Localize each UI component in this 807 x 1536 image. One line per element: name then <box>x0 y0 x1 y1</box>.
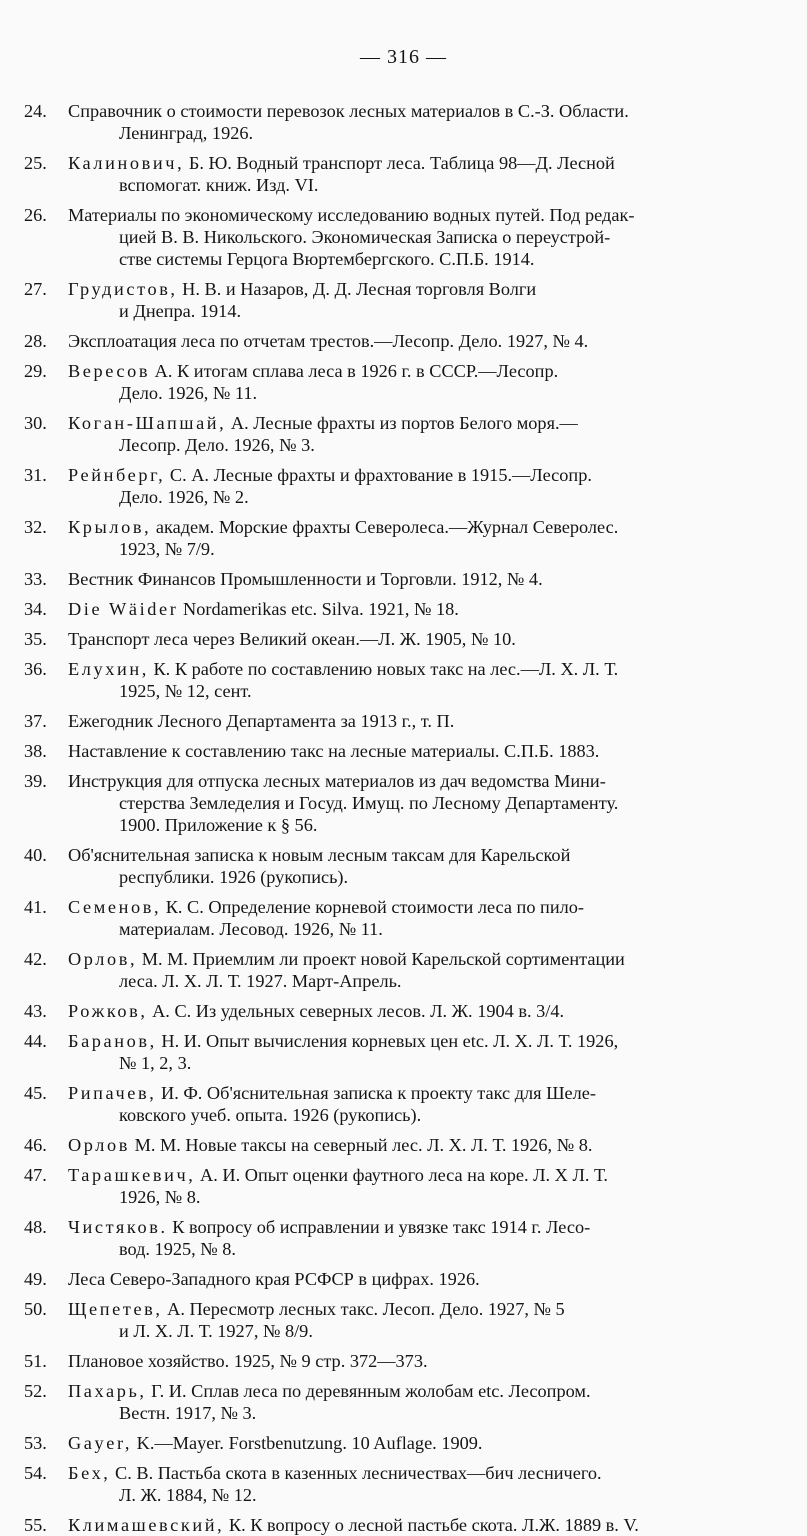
reference-author: Пахарь, <box>68 1381 147 1401</box>
reference-item <box>24 1432 766 1454</box>
reference-item <box>24 598 766 620</box>
reference-number: 34. <box>24 599 47 619</box>
reference-item <box>24 568 766 590</box>
reference-first-line <box>68 1380 766 1402</box>
reference-item <box>24 464 766 508</box>
reference-text: Инструкция для отпуска лесных материалов из дач ведомства Мини- <box>68 771 606 791</box>
reference-first-line <box>68 568 766 590</box>
reference-item <box>24 896 766 940</box>
reference-first-line <box>68 360 766 382</box>
reference-text: Б. Ю. Водный транспорт леса. Таблица 98—Д. Лесной <box>184 153 615 173</box>
reference-text: К. К работе по составлению новых такс на лес.—Л. Х. Л. Т. <box>148 659 619 679</box>
reference-continuation-line: цией В. В. Никольского. Экономическая Записка о переустрой- <box>119 227 611 247</box>
reference-item <box>24 1134 766 1156</box>
reference-item <box>24 658 766 702</box>
reference-text: И. Ф. Об'яснительная записка к проекту такс для Шеле- <box>156 1083 596 1103</box>
reference-text: Вестник Финансов Промышленности и Торговли. 1912, № 4. <box>68 569 543 589</box>
reference-number: 44. <box>24 1031 47 1051</box>
reference-text: Эксплоатация леса по отчетам трестов.—Лесопр. Дело. 1927, № 4. <box>68 331 589 351</box>
reference-text: Справочник о стоимости перевозок лесных материалов в С.-З. Области. <box>68 101 629 121</box>
reference-text: С. А. Лесные фрахты и фрахтование в 1915.—Лесопр. <box>165 465 592 485</box>
reference-text: Транспорт леса через Великий океан.—Л. Ж. 1905, № 10. <box>68 629 516 649</box>
reference-text: Материалы по экономическому исследованию водных путей. Под редак- <box>68 205 635 225</box>
reference-continuation-line: 1923, № 7/9. <box>119 539 215 559</box>
reference-first-line <box>68 330 766 352</box>
reference-number: 25. <box>24 153 47 173</box>
reference-text: Г. И. Сплав леса по деревянным жолобам etc. Лесопром. <box>146 1381 591 1401</box>
reference-list <box>24 100 766 1536</box>
reference-author: Орлов, <box>68 949 138 969</box>
reference-author: Die Wäider <box>68 599 179 619</box>
reference-item <box>24 1514 766 1536</box>
reference-author: Вересов <box>68 361 151 381</box>
reference-continuation-line: 1926, № 8. <box>119 1187 201 1207</box>
reference-number: 38. <box>24 741 47 761</box>
reference-author: Калинович, <box>68 153 185 173</box>
reference-first-line <box>68 1000 766 1022</box>
reference-text: Ежегодник Лесного Департамента за 1913 г., т. П. <box>68 711 455 731</box>
reference-continuation-line: 1925, № 12, сент. <box>119 681 252 701</box>
reference-continuation-line: Дело. 1926, № 11. <box>119 383 258 403</box>
reference-number: 45. <box>24 1083 47 1103</box>
reference-number: 46. <box>24 1135 47 1155</box>
reference-continuation-line: Л. Ж. 1884, № 12. <box>119 1485 257 1505</box>
reference-number: 54. <box>24 1463 47 1483</box>
reference-number: 41. <box>24 897 47 917</box>
reference-item <box>24 628 766 650</box>
reference-item <box>24 740 766 762</box>
reference-first-line <box>68 1298 766 1320</box>
reference-text: K.—Mayer. Forstbenutzung. 10 Auflage. 1909. <box>132 1433 483 1453</box>
reference-author: Елухин, <box>68 659 149 679</box>
reference-author: Щепетев, <box>68 1299 163 1319</box>
reference-item <box>24 412 766 456</box>
reference-text: Леса Северо-Западного края РСФСР в цифрах. 1926. <box>68 1269 480 1289</box>
reference-item <box>24 1268 766 1290</box>
reference-first-line <box>68 896 766 918</box>
reference-text: А. Лесные фрахты из портов Белого моря.— <box>226 413 578 433</box>
reference-number: 26. <box>24 205 47 225</box>
reference-first-line <box>68 1082 766 1104</box>
reference-continuation-line: 1900. Приложение к § 56. <box>119 815 318 835</box>
reference-continuation-line: стерства Земледелия и Госуд. Имущ. по Лесному Департаменту. <box>119 793 619 813</box>
reference-text: С. В. Пастьба скота в казенных лесничествах—бич лесничего. <box>110 1463 602 1483</box>
reference-first-line <box>68 1350 766 1372</box>
reference-number: 51. <box>24 1351 47 1371</box>
reference-item <box>24 516 766 560</box>
reference-author: Крылов, <box>68 517 152 537</box>
reference-first-line <box>68 1432 766 1454</box>
reference-author: Климашевский, <box>68 1515 225 1535</box>
page-number: — 316 — <box>360 46 447 68</box>
reference-item <box>24 1298 766 1342</box>
reference-continuation-line: Ленинград, 1926. <box>119 123 254 143</box>
reference-text: М. М. Приемлим ли проект новой Карельской сортиментации <box>137 949 625 969</box>
reference-item <box>24 1462 766 1506</box>
reference-text: академ. Морские фрахты Северолеса.—Журнал Северолес. <box>151 517 619 537</box>
reference-text: Об'яснительная записка к новым лесным таксам для Карельской <box>68 845 571 865</box>
reference-first-line <box>68 152 766 174</box>
reference-item <box>24 844 766 888</box>
reference-number: 43. <box>24 1001 47 1021</box>
reference-first-line <box>68 1268 766 1290</box>
reference-number: 49. <box>24 1269 47 1289</box>
reference-text: А. Пересмотр лесных такс. Лесоп. Дело. 1927, № 5 <box>162 1299 565 1319</box>
reference-first-line <box>68 770 766 792</box>
reference-item <box>24 330 766 352</box>
reference-number: 32. <box>24 517 47 537</box>
reference-first-line <box>68 948 766 970</box>
reference-continuation-line: № 1, 2, 3. <box>119 1053 192 1073</box>
reference-continuation-line: материалам. Лесовод. 1926, № 11. <box>119 919 383 939</box>
reference-continuation-line: вод. 1925, № 8. <box>119 1239 236 1259</box>
reference-number: 37. <box>24 711 47 731</box>
reference-number: 28. <box>24 331 47 351</box>
reference-first-line <box>68 516 766 538</box>
reference-number: 27. <box>24 279 47 299</box>
reference-author: Семенов, <box>68 897 162 917</box>
reference-number: 31. <box>24 465 47 485</box>
reference-first-line <box>68 598 766 620</box>
reference-text: А. К итогам сплава леса в 1926 г. в СССР.—Лесопр. <box>150 361 559 381</box>
reference-text: Н. И. Опыт вычисления корневых цен etc. Л. Х. Л. Т. 1926, <box>156 1031 619 1051</box>
reference-number: 35. <box>24 629 47 649</box>
reference-first-line <box>68 464 766 486</box>
reference-text: Н. В. и Назаров, Д. Д. Лесная торговля Волги <box>177 279 537 299</box>
reference-item <box>24 710 766 732</box>
reference-author: Рейнберг, <box>68 465 166 485</box>
reference-number: 36. <box>24 659 47 679</box>
reference-item <box>24 770 766 836</box>
reference-item <box>24 278 766 322</box>
reference-continuation-line: ковского учеб. опыта. 1926 (рукопись). <box>119 1105 422 1125</box>
reference-number: 40. <box>24 845 47 865</box>
reference-item <box>24 152 766 196</box>
reference-continuation-line: Лесопр. Дело. 1926, № 3. <box>119 435 315 455</box>
reference-number: 42. <box>24 949 47 969</box>
reference-text: Плановое хозяйство. 1925, № 9 стр. 372—373. <box>68 1351 428 1371</box>
reference-text: А. С. Из удельных северных лесов. Л. Ж. 1904 в. 3/4. <box>147 1001 565 1021</box>
reference-first-line <box>68 1030 766 1052</box>
reference-continuation-line: республики. 1926 (рукопись). <box>119 867 349 887</box>
reference-number: 47. <box>24 1165 47 1185</box>
reference-number: 48. <box>24 1217 47 1237</box>
reference-first-line <box>68 1514 766 1536</box>
reference-continuation-line: стве системы Герцога Вюртембергского. С.П.Б. 1914. <box>119 249 535 269</box>
reference-item <box>24 1030 766 1074</box>
reference-first-line <box>68 710 766 732</box>
reference-first-line <box>68 658 766 680</box>
reference-first-line <box>68 1134 766 1156</box>
reference-author: Тарашкевич, <box>68 1165 196 1185</box>
reference-item <box>24 948 766 992</box>
reference-item <box>24 1380 766 1424</box>
reference-continuation-line: Вестн. 1917, № 3. <box>119 1403 257 1423</box>
reference-number: 39. <box>24 771 47 791</box>
reference-number: 29. <box>24 361 47 381</box>
reference-text: К. К вопросу о лесной пастьбе скота. Л.Ж. 1889 в. V. <box>224 1515 639 1535</box>
reference-item <box>24 204 766 270</box>
reference-continuation-line: Дело. 1926, № 2. <box>119 487 249 507</box>
reference-text: Наставление к составлению такс на лесные материалы. С.П.Б. 1883. <box>68 741 600 761</box>
reference-item <box>24 1082 766 1126</box>
reference-first-line <box>68 628 766 650</box>
reference-item <box>24 100 766 144</box>
reference-item <box>24 1000 766 1022</box>
reference-text: К вопросу об исправлении и увязке такс 1914 г. Лесо- <box>167 1217 591 1237</box>
reference-author: Чистяков. <box>68 1217 168 1237</box>
reference-author: Орлов <box>68 1135 130 1155</box>
reference-author: Грудистов, <box>68 279 178 299</box>
reference-text: Nordamerikas etc. Silva. 1921, № 18. <box>178 599 459 619</box>
reference-first-line <box>68 1164 766 1186</box>
reference-number: 55. <box>24 1515 47 1535</box>
reference-continuation-line: леса. Л. Х. Л. Т. 1927. Март-Апрель. <box>119 971 402 991</box>
reference-continuation-line: и Днепра. 1914. <box>119 301 242 321</box>
reference-number: 53. <box>24 1433 47 1453</box>
reference-first-line <box>68 1462 766 1484</box>
reference-continuation-line: вспомогат. книж. Изд. VI. <box>119 175 319 195</box>
reference-author: Коган-Шапшай, <box>68 413 227 433</box>
reference-first-line <box>68 844 766 866</box>
reference-first-line <box>68 100 766 122</box>
reference-continuation-line: и Л. Х. Л. Т. 1927, № 8/9. <box>119 1321 313 1341</box>
reference-item <box>24 1216 766 1260</box>
reference-number: 24. <box>24 101 47 121</box>
reference-text: М. М. Новые таксы на северный лес. Л. Х. Л. Т. 1926, № 8. <box>130 1135 593 1155</box>
reference-text: А. И. Опыт оценки фаутного леса на коре. Л. Х Л. Т. <box>195 1165 608 1185</box>
reference-author: Баранов, <box>68 1031 157 1051</box>
reference-first-line <box>68 278 766 300</box>
reference-number: 33. <box>24 569 47 589</box>
reference-author: Бех, <box>68 1463 111 1483</box>
reference-item <box>24 360 766 404</box>
reference-number: 52. <box>24 1381 47 1401</box>
reference-first-line <box>68 204 766 226</box>
reference-item <box>24 1350 766 1372</box>
reference-text: К. С. Определение корневой стоимости леса по пило- <box>161 897 584 917</box>
reference-first-line <box>68 1216 766 1238</box>
reference-author: Рожков, <box>68 1001 148 1021</box>
reference-number: 50. <box>24 1299 47 1319</box>
reference-number: 30. <box>24 413 47 433</box>
reference-item <box>24 1164 766 1208</box>
reference-author: Рипачев, <box>68 1083 157 1103</box>
reference-first-line <box>68 412 766 434</box>
reference-author: Gayer, <box>68 1433 133 1453</box>
reference-first-line <box>68 740 766 762</box>
